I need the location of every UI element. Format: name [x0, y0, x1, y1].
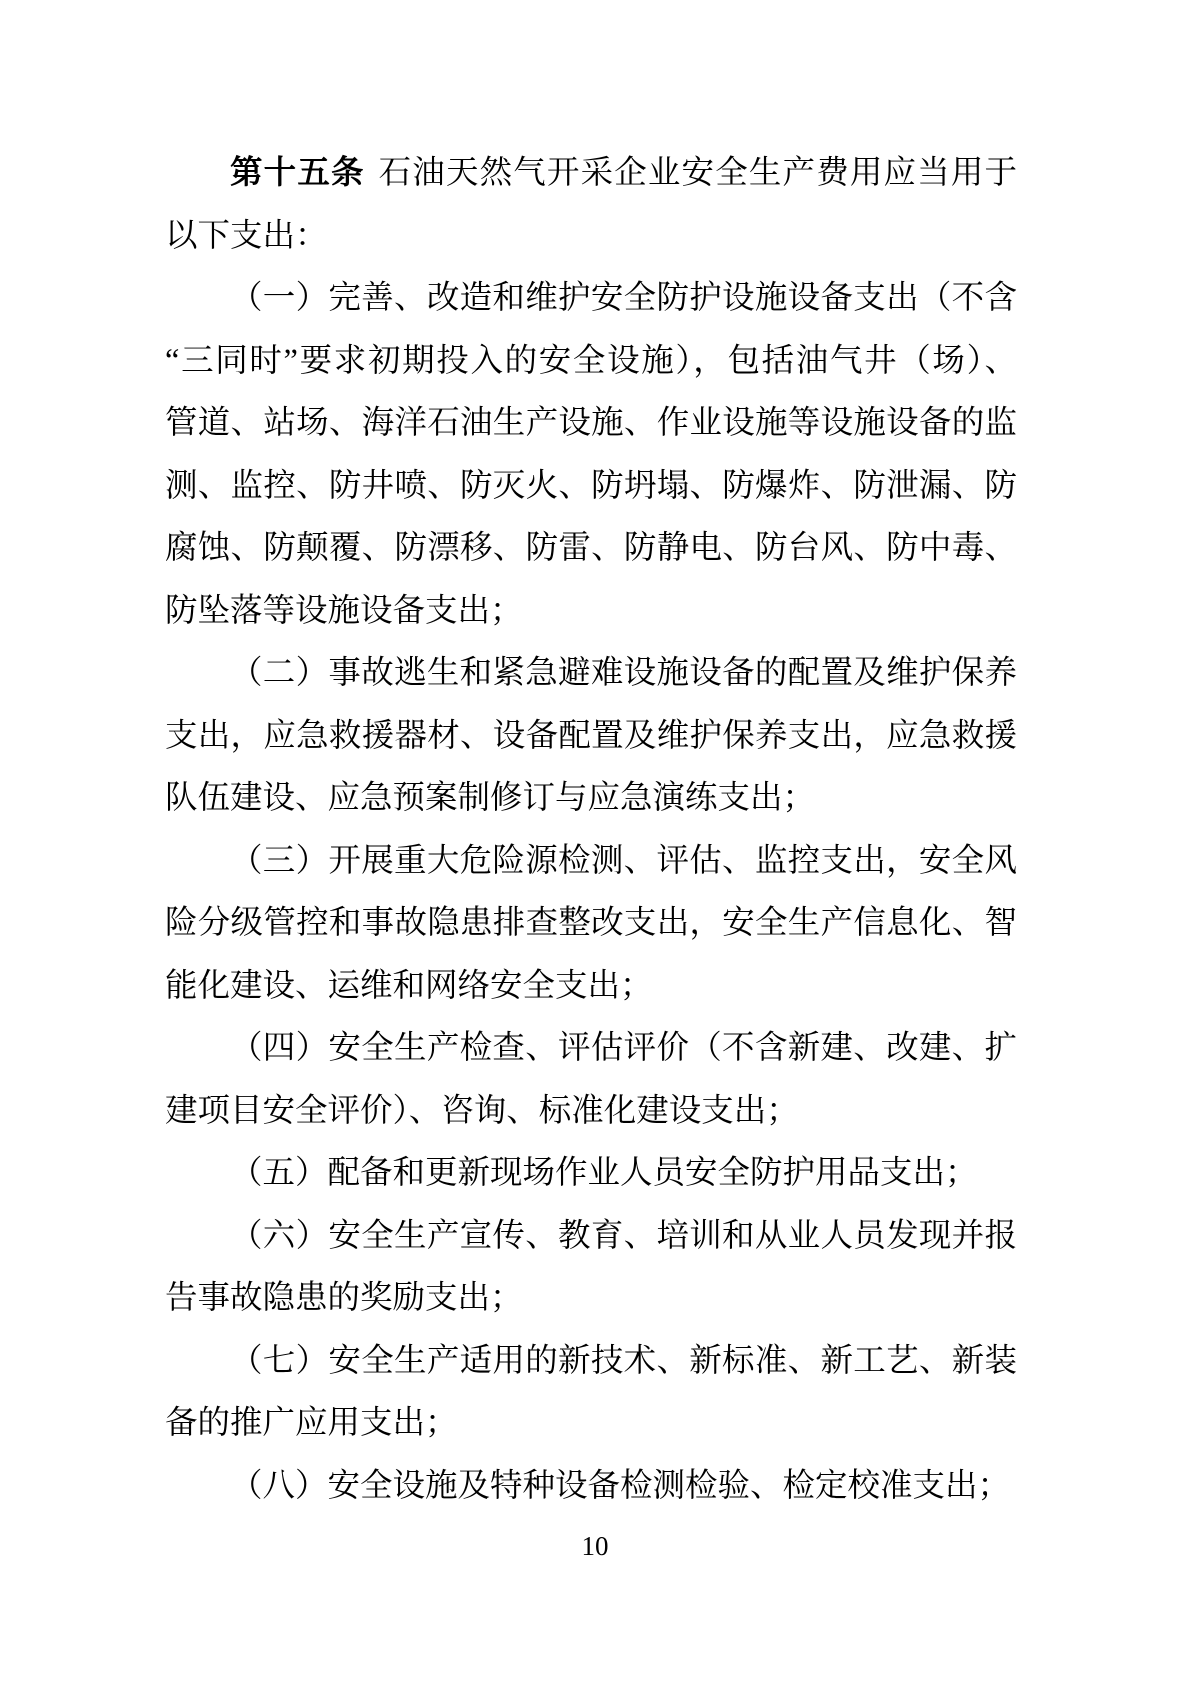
- text-run: 以下支出：: [165, 217, 328, 254]
- text-run: 备的推广应用支出；: [165, 1405, 458, 1441]
- text-line: [165, 767, 1017, 830]
- text-line: [165, 455, 1017, 518]
- text-run: 防坠落等设施设备支出；: [165, 592, 523, 629]
- text-line: [165, 267, 1017, 330]
- text-line: [165, 142, 1017, 205]
- text-line: [165, 1455, 1017, 1518]
- text-line: [165, 517, 1017, 580]
- text-run: 告事故隐患的奖励支出；: [165, 1280, 523, 1316]
- text-run: 石油天然气开采企业安全生产费用应当用于: [378, 155, 1017, 191]
- text-run: （四）安全生产检查、评估评价（不含新建、改建、扩: [230, 1030, 1017, 1066]
- text-run: “三同时”要求初期投入的安全设施），包括油气井（场）、: [165, 342, 1017, 379]
- text-run: 支出，应急救援器材、设备配置及维护保养支出，应急救援: [165, 717, 1017, 754]
- text-run: 测、监控、防井喷、防灭火、防坍塌、防爆炸、防泄漏、防: [165, 467, 1017, 504]
- text-run: 能化建设、运维和网络安全支出；: [165, 967, 653, 1004]
- text-run: 险分级管控和事故隐患排查整改支出，安全生产信息化、智: [165, 905, 1017, 941]
- text-line: [165, 830, 1017, 893]
- text-line: [165, 1205, 1017, 1268]
- text-run: 队伍建设、应急预案制修订与应急演练支出；: [165, 780, 816, 816]
- text-run: （八）安全设施及特种设备检测检验、检定校准支出；: [230, 1467, 1011, 1504]
- text-line: [165, 642, 1017, 705]
- text-line: [165, 580, 1017, 643]
- text-run: （七）安全生产适用的新技术、新标准、新工艺、新装: [230, 1342, 1017, 1379]
- text-line: [165, 955, 1017, 1018]
- text-run: （五）配备和更新现场作业人员安全防护用品支出；: [230, 1155, 978, 1191]
- text-line: [165, 205, 1017, 268]
- text-run: （六）安全生产宣传、教育、培训和从业人员发现并报: [230, 1217, 1017, 1254]
- text-line: [165, 892, 1017, 955]
- text-line: [165, 392, 1017, 455]
- text-run: 建项目安全评价）、咨询、标准化建设支出；: [165, 1092, 799, 1129]
- article-body: [165, 142, 1017, 1517]
- text-line: [165, 1142, 1017, 1205]
- text-run: （三）开展重大危险源检测、评估、监控支出，安全风: [230, 842, 1017, 879]
- text-line: [165, 1080, 1017, 1143]
- text-line: [165, 1392, 1017, 1455]
- page-number: 10: [581, 1531, 609, 1561]
- text-line: [165, 1267, 1017, 1330]
- text-line: [165, 330, 1017, 393]
- text-run: 腐蚀、防颠覆、防漂移、防雷、防静电、防台风、防中毒、: [165, 530, 1017, 566]
- text-run: 管道、站场、海洋石油生产设施、作业设施等设施设备的监: [165, 405, 1017, 441]
- text-run: （二）事故逃生和紧急避难设施设备的配置及维护保养: [230, 655, 1017, 691]
- text-line: [165, 705, 1017, 768]
- text-line: [165, 1017, 1017, 1080]
- text-run: （一）完善、改造和维护安全防护设施设备支出（不含: [230, 280, 1017, 316]
- text-line: [165, 1330, 1017, 1393]
- article-number-run: 第十五条: [230, 155, 365, 191]
